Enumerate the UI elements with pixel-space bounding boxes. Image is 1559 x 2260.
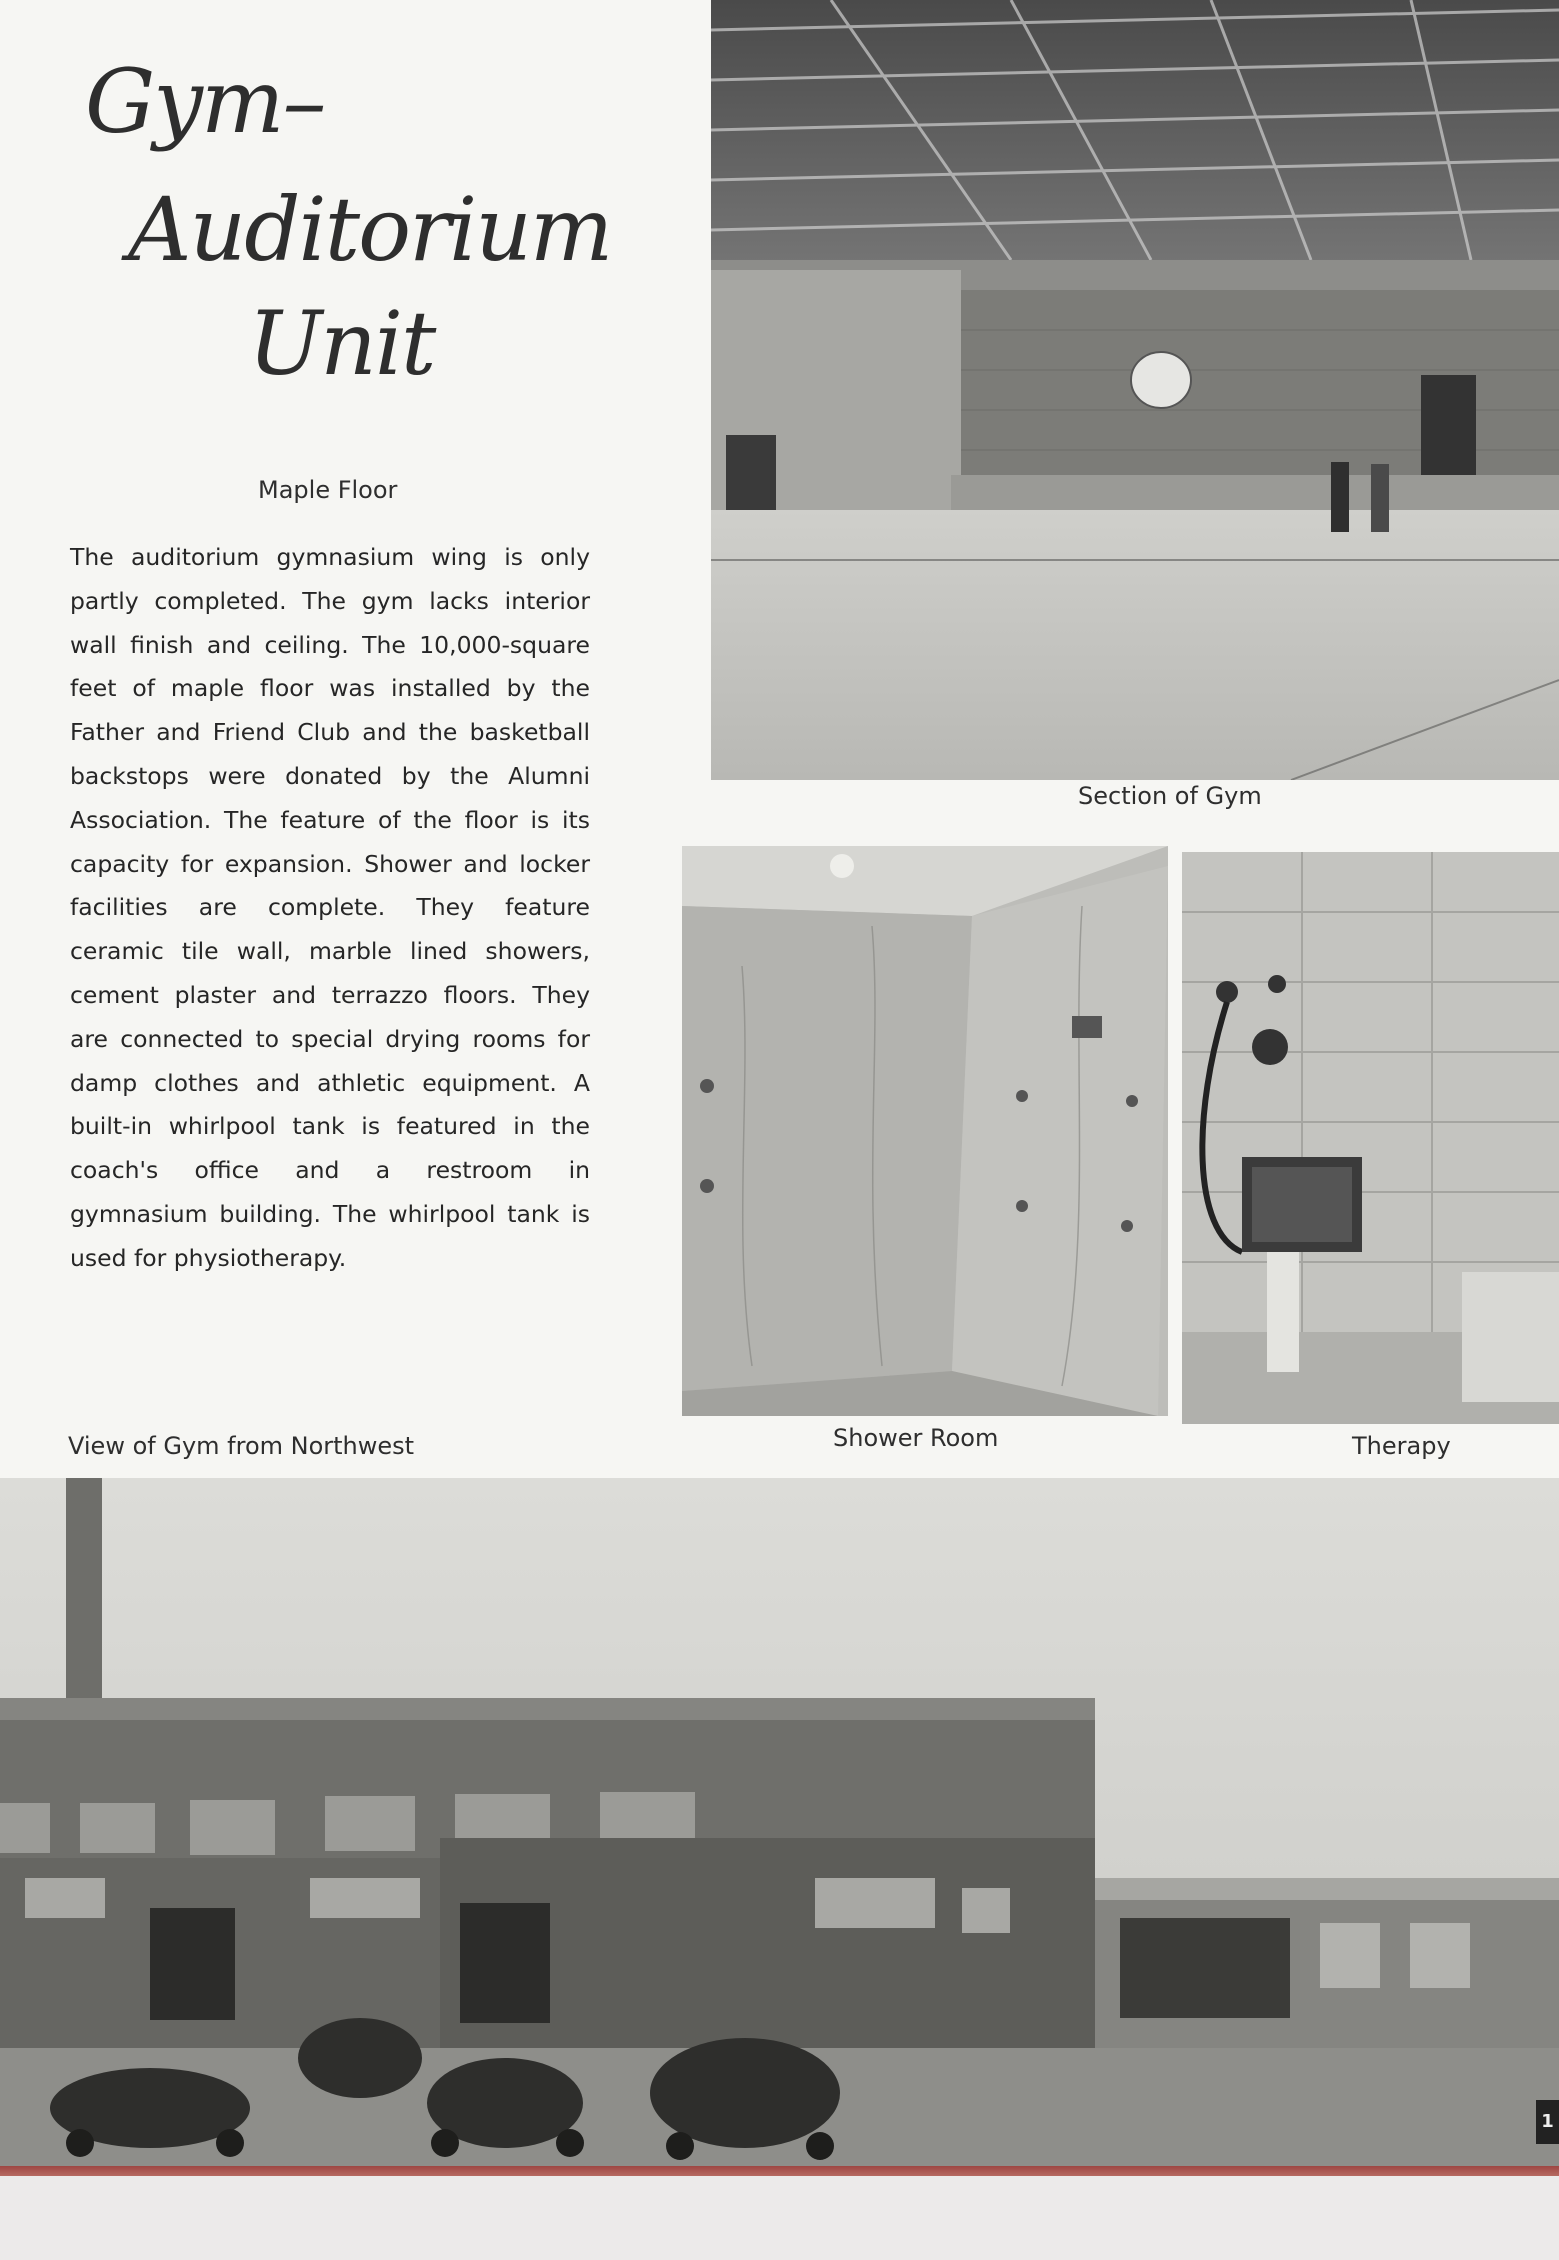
section-subhead: Maple Floor [258,476,398,504]
body-paragraph: The auditorium gymnasium wing is only partly completed. The gym lacks interior wall finish and ceiling. The 10,000-square feet of maple floor was installed by the Father and Friend Club and the basketball backstops were donated by the Alumni Association. The feature of the floor is its capacity for expansion. Shower and locker facilities are complete. They feature ceramic tile wall, marble lined showers, cement plaster and terrazzo floors. They are connected to special drying rooms for damp clothes and athletic equipment. A built-in whirlpool tank is featured in the coach's office and a restroom in gymnasium building. The whirlpool tank is used for physiotherapy. [70,543,590,1272]
shower-photo-caption: Shower Room [833,1424,999,1452]
title-line-1: Gym– [85,50,325,153]
therapy-photo-caption: Therapy [1352,1432,1451,1460]
therapy-photo [1182,852,1559,1424]
gym-photo-caption: Section of Gym [1078,782,1262,810]
gym-interior-photo [711,0,1559,780]
gym-exterior-photo [0,1478,1559,2166]
page-number: 1 [1536,2100,1559,2144]
title-line-3: Unit [248,292,435,395]
exterior-photo-caption: View of Gym from Northwest [68,1432,415,1460]
title-line-2: Auditorium [128,178,612,281]
shower-room-photo [682,846,1168,1416]
